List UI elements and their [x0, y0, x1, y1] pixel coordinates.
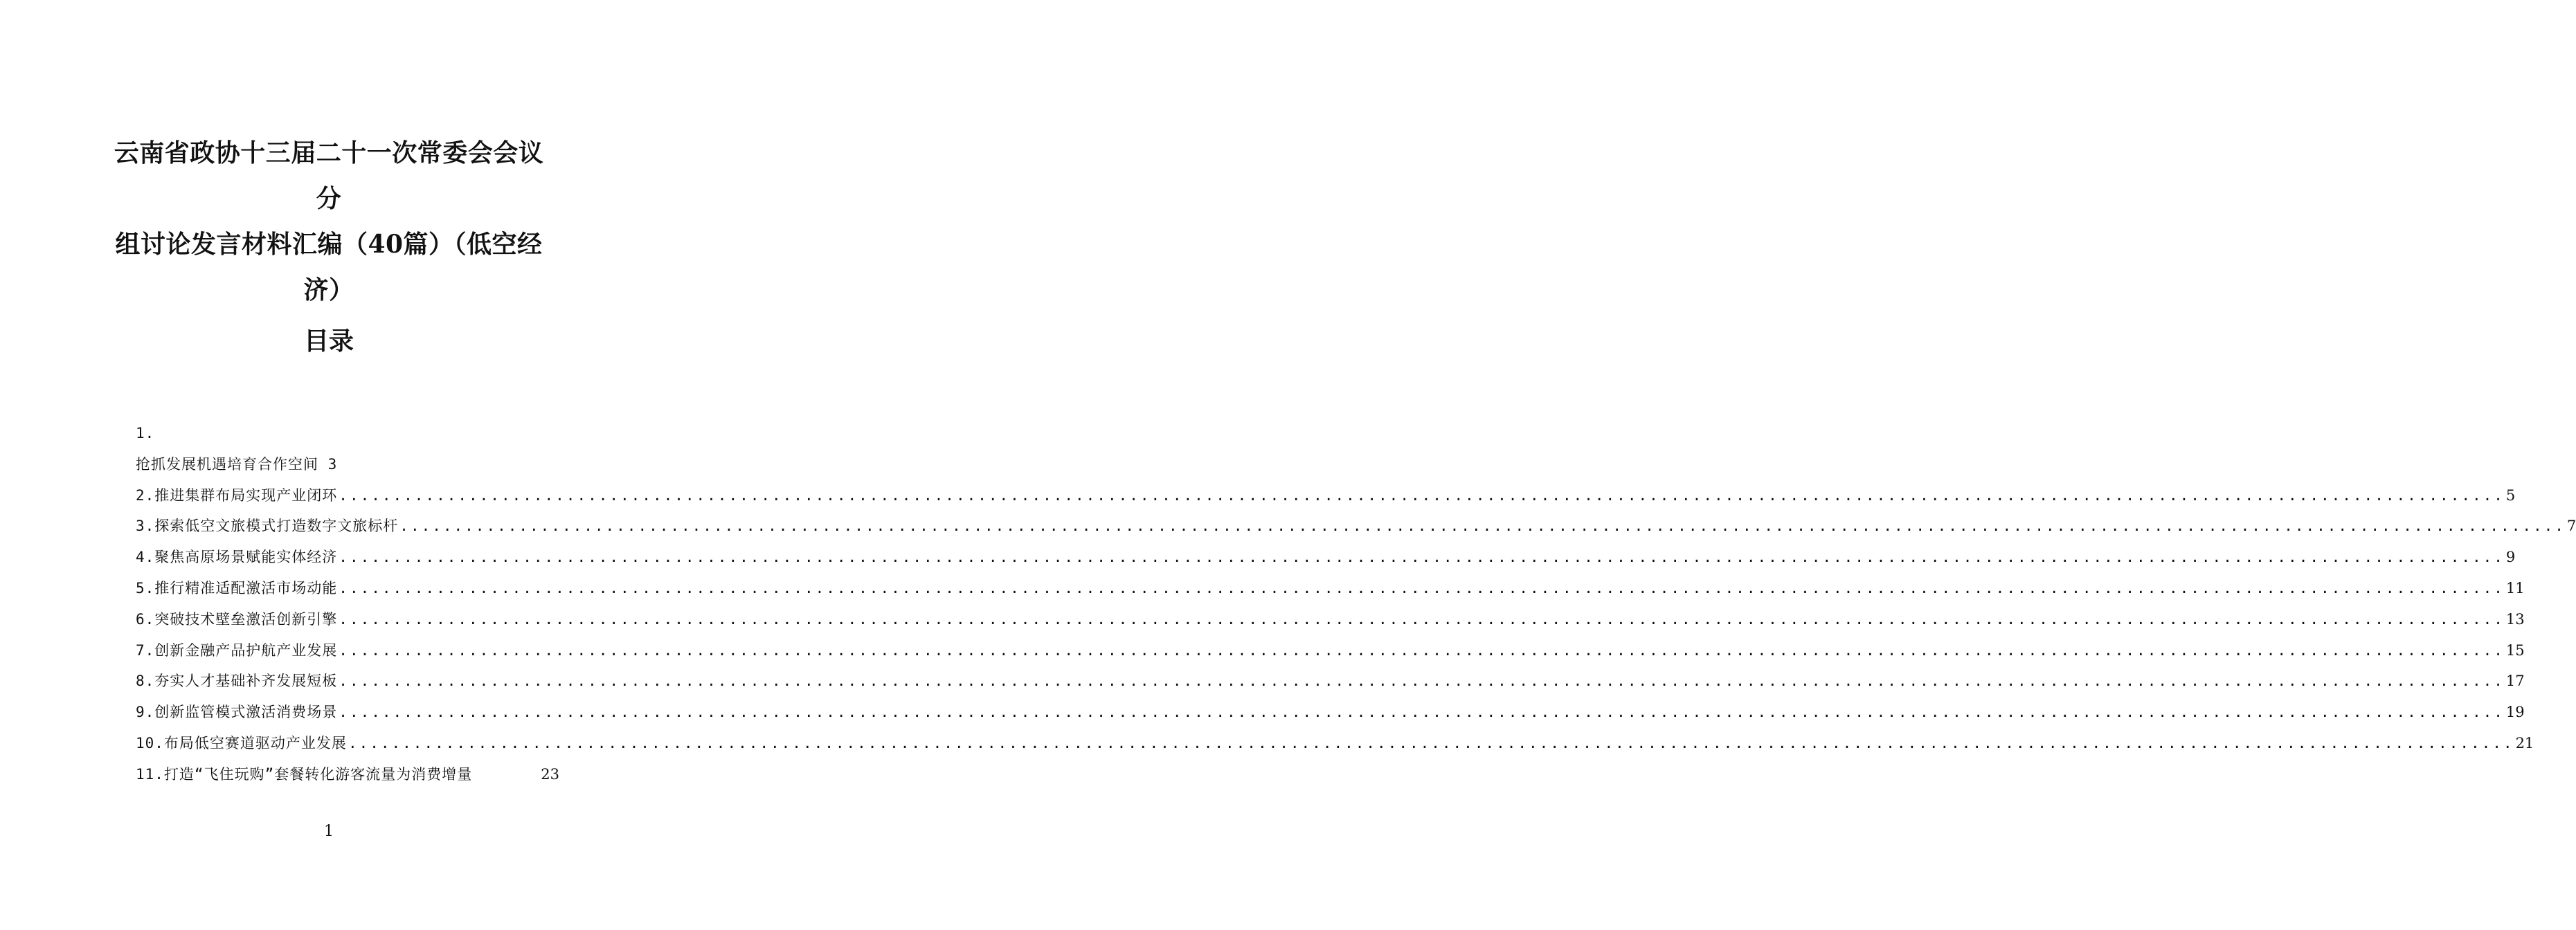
toc-entry-page: 19	[2505, 704, 2525, 721]
toc-entry-page: 13	[2505, 610, 2525, 628]
toc-entry-title: 4.聚焦高原场景赋能实体经济	[136, 549, 338, 566]
toc-entry[interactable]	[136, 635, 2525, 666]
toc-leader-dots: ........................................................................................................................................................................................................	[339, 704, 2505, 721]
page-number: 1	[324, 823, 334, 840]
toc-leader-dots: ........................................................................................................................................................................................................	[339, 579, 2505, 596]
toc-entry-title: 3.探索低空文旅模式打造数字文旅标杆	[136, 518, 399, 535]
toc-entry-title: 10.布局低空赛道驱动产业发展	[136, 734, 347, 751]
toc-entry[interactable]	[136, 449, 559, 480]
toc-heading: 目录	[303, 327, 354, 356]
toc-entry[interactable]	[136, 697, 2525, 728]
title-line-3: 济）	[303, 275, 354, 304]
toc-entry-title: 1.	[136, 425, 155, 441]
toc-entry-title: 11.打造“飞住玩购”套餐转化游客流量为消费增量	[136, 765, 473, 783]
toc-entry-title: 抢抓发展机遇培育合作空间 3	[136, 455, 338, 473]
toc-entry[interactable]	[136, 604, 2525, 635]
toc-entry[interactable]	[136, 666, 2525, 697]
title-line-1: 云南省政协十三届二十一次常委会会议分	[114, 138, 544, 213]
toc-leader-dots: ........................................................................................................................................................................................................	[339, 673, 2505, 690]
document-title	[104, 130, 554, 313]
toc-entry-title: 7.创新金融产品护航产业发展	[136, 641, 338, 659]
toc-entry[interactable]	[136, 511, 2576, 542]
toc-leader-dots: ........................................................................................................................................................................................................	[348, 734, 2514, 751]
toc-entry[interactable]	[136, 542, 2516, 573]
toc-entry-page: 9	[2505, 549, 2516, 566]
toc-entry-title: 9.创新监管模式激活消费场景	[136, 704, 338, 721]
toc-entry-page: 5	[2505, 486, 2516, 504]
toc-entry[interactable]	[136, 418, 559, 449]
toc-entry-page: 7	[2566, 518, 2576, 535]
toc-entry[interactable]	[136, 759, 559, 790]
title-line-2: 组讨论发言材料汇编（40篇）（低空经	[115, 230, 543, 259]
toc-entry-page: 15	[2505, 641, 2525, 659]
toc-entry[interactable]	[136, 573, 2525, 604]
toc-leader-dots: ........................................................................................................................................................................................................	[339, 486, 2505, 504]
toc-entry-page: 23	[541, 765, 559, 783]
toc-entry-title: 2.推进集群布局实现产业闭环	[136, 486, 338, 504]
toc-entry[interactable]	[136, 480, 2516, 511]
table-of-contents	[136, 418, 2576, 790]
toc-leader-dots: ........................................................................................................................................................................................................	[339, 610, 2505, 628]
toc-leader-dots: ........................................................................................................................................................................................................	[339, 549, 2505, 566]
toc-entry-title: 6.突破技术壁垒激活创新引擎	[136, 610, 338, 628]
toc-entry-page: 21	[2515, 734, 2534, 751]
toc-entry-page: 11	[2505, 579, 2525, 596]
toc-leader-dots: ........................................................................................................................................................................................................	[399, 518, 2566, 535]
toc-leader-dots: ........................................................................................................................................................................................................	[339, 641, 2505, 659]
toc-entry-title: 5.推行精准适配激活市场动能	[136, 579, 338, 596]
toc-entry[interactable]	[136, 728, 2534, 759]
toc-entry-page: 17	[2505, 673, 2525, 690]
toc-entry-title: 8.夯实人才基础补齐发展短板	[136, 673, 338, 690]
